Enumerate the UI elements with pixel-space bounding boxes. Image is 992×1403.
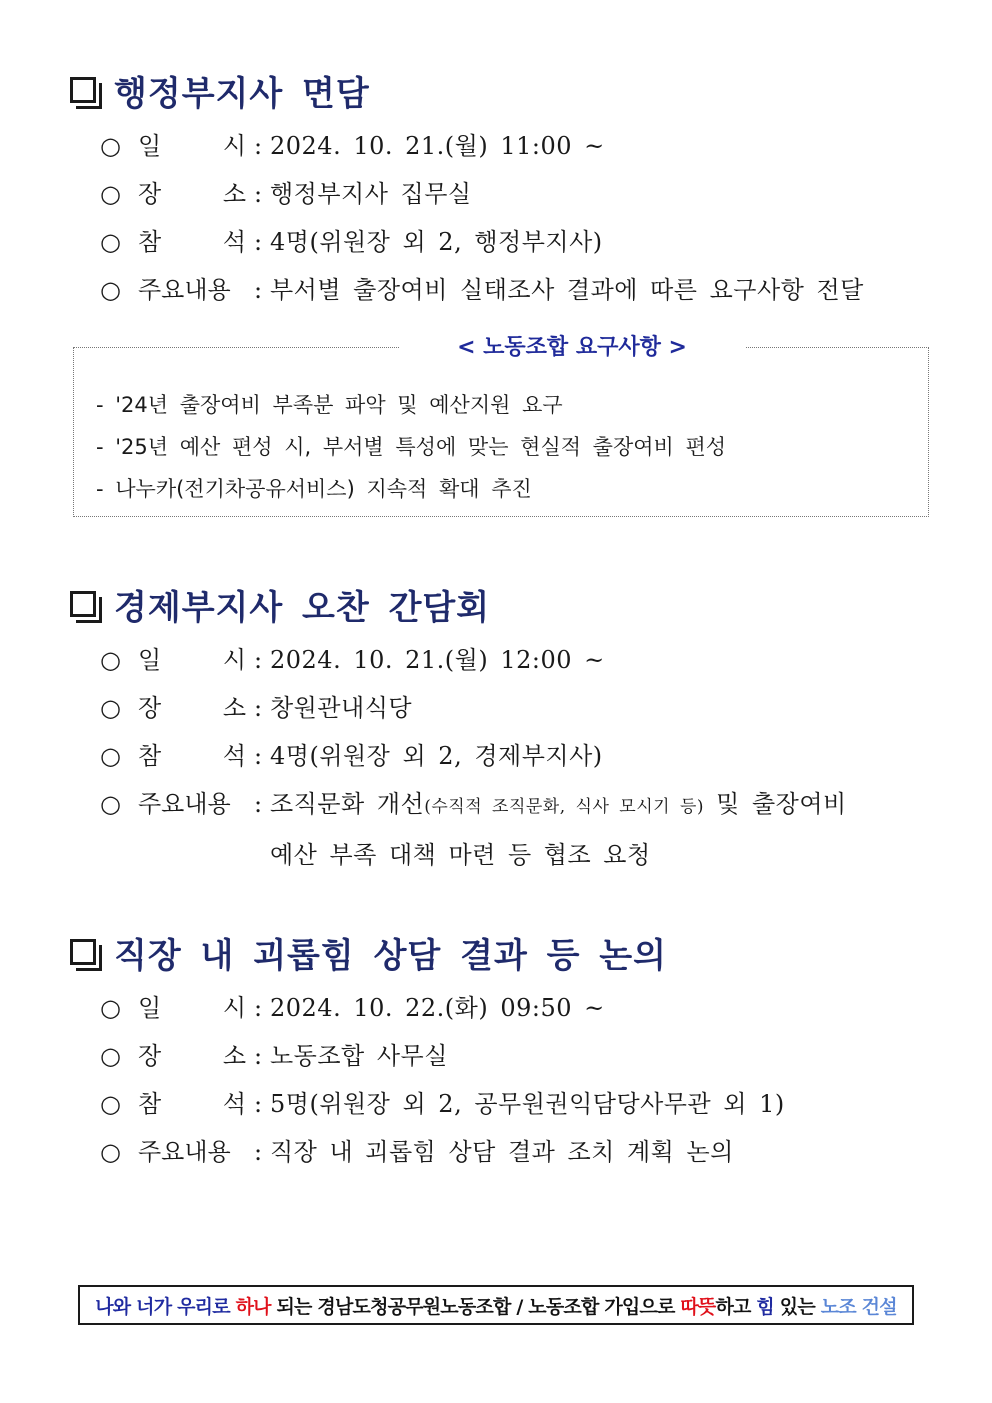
row-label: 주요내용 <box>138 790 231 818</box>
circle-bullet-icon: ○ <box>100 1138 121 1166</box>
detail-list <box>70 122 930 314</box>
section-economic-vice-governor <box>70 582 930 879</box>
circle-bullet-icon: ○ <box>100 132 121 160</box>
row-label: 주요내용 <box>138 1138 231 1166</box>
circle-bullet-icon: ○ <box>100 276 121 304</box>
row-label: 참 석 <box>138 228 246 256</box>
detail-list <box>70 984 930 1176</box>
row-label: 주요내용 <box>138 276 231 304</box>
section-title: 직장 내 괴롭힘 상담 결과 등 논의 <box>114 935 667 976</box>
slogan-segment: 하고 <box>715 1295 757 1318</box>
circle-bullet-icon: ○ <box>100 994 121 1022</box>
checkbox-square-icon <box>70 591 96 617</box>
detail-row-datetime: ○ 일 시 : 2024. 10. 22.(화) 09:50 ~ <box>70 984 930 1032</box>
slogan-segment: 힘 <box>756 1295 774 1318</box>
row-label: 일 시 <box>138 994 246 1022</box>
circle-bullet-icon: ○ <box>100 646 121 674</box>
detail-list <box>70 636 930 879</box>
row-label: 장 소 <box>138 1042 246 1070</box>
row-label: 일 시 <box>138 646 246 674</box>
row-value: 4명(위원장 외 2, 경제부지사) <box>270 742 603 770</box>
row-value: 2024. 10. 22.(화) 09:50 ~ <box>270 994 605 1022</box>
circle-bullet-icon: ○ <box>100 228 121 256</box>
detail-row-attendees: ○ 참 석 : 4명(위원장 외 2, 행정부지사) <box>70 218 930 266</box>
row-value: 행정부지사 집무실 <box>270 180 472 208</box>
detail-row-content: ○ 주요내용 : 부서별 출장여비 실태조사 결과에 따른 요구사항 전달 <box>70 266 930 314</box>
row-value: 노동조합 사무실 <box>270 1042 448 1070</box>
detail-row-content: ○ 주요내용 : 조직문화 개선(수직적 조직문화, 식사 모시기 등) 및 출장여비 예산 부족 대책 마련 등 협조 요청 <box>70 780 930 879</box>
circle-bullet-icon: ○ <box>100 180 121 208</box>
detail-row-datetime: ○ 일 시 : 2024. 10. 21.(월) 12:00 ~ <box>70 636 930 684</box>
circle-bullet-icon: ○ <box>100 1042 121 1070</box>
circle-bullet-icon: ○ <box>100 742 121 770</box>
section-header <box>70 68 930 112</box>
checkbox-square-icon <box>70 77 96 103</box>
row-value: 직장 내 괴롭힘 상담 결과 조치 계획 논의 <box>270 1138 734 1166</box>
circle-bullet-icon: ○ <box>100 1090 121 1118</box>
union-demands-title: < 노동조합 요구사항 > <box>399 330 745 366</box>
circle-bullet-icon: ○ <box>100 694 121 722</box>
row-value: 부서별 출장여비 실태조사 결과에 따른 요구사항 전달 <box>270 276 864 304</box>
detail-row-place: ○ 장 소 : 행정부지사 집무실 <box>70 170 930 218</box>
section-title: 경제부지사 오찬 간담회 <box>114 587 491 628</box>
detail-row-place: ○ 장 소 : 노동조합 사무실 <box>70 1032 930 1080</box>
list-item: - '25년 예산 편성 시, 부서별 특성에 맞는 현실적 출장여비 편성 <box>96 435 727 459</box>
row-value: 4명(위원장 외 2, 행정부지사) <box>270 228 603 256</box>
detail-row-attendees: ○ 참 석 : 4명(위원장 외 2, 경제부지사) <box>70 732 930 780</box>
section-administrative-vice-governor <box>70 68 930 314</box>
row-label: 참 석 <box>138 1090 246 1118</box>
slogan-segment: 노조 건설 <box>820 1295 897 1318</box>
slogan-segment: 나와 너가 우리로 <box>95 1295 236 1318</box>
row-value: 2024. 10. 21.(월) 12:00 ~ <box>270 646 605 674</box>
row-label: 장 소 <box>138 180 246 208</box>
section-title: 행정부지사 면담 <box>114 73 370 114</box>
slogan-segment: 있는 <box>773 1295 821 1318</box>
row-value: 5명(위원장 외 2, 공무원권익담당사무관 외 1) <box>270 1090 785 1118</box>
detail-row-content: ○ 주요내용 : 직장 내 괴롭힘 상담 결과 조치 계획 논의 <box>70 1128 930 1176</box>
row-label: 참 석 <box>138 742 246 770</box>
checkbox-square-icon <box>70 939 96 965</box>
union-demands-list <box>96 384 918 510</box>
circle-bullet-icon: ○ <box>100 790 121 818</box>
detail-row-datetime: ○ 일 시 : 2024. 10. 21.(월) 11:00 ~ <box>70 122 930 170</box>
union-slogan-banner <box>78 1285 914 1325</box>
row-value: 창원관내식당 <box>270 694 413 722</box>
detail-row-place: ○ 장 소 : 창원관내식당 <box>70 684 930 732</box>
section-header <box>70 930 930 974</box>
row-value: 조직문화 개선(수직적 조직문화, 식사 모시기 등) 및 출장여비 예산 부족 대책 마련 등 협조 요청 <box>270 790 847 869</box>
slogan-segment: 되는 경남도청공무원노동조합 / 노동조합 가입으로 <box>270 1295 681 1318</box>
union-demands-box <box>73 335 929 517</box>
list-item: - 나누카(전기차공유서비스) 지속적 확대 추진 <box>96 477 532 501</box>
row-label: 일 시 <box>138 132 246 160</box>
slogan-segment: 하나 <box>235 1295 271 1318</box>
list-item: - '24년 출장여비 부족분 파악 및 예산지원 요구 <box>96 393 563 417</box>
section-workplace-harassment <box>70 930 930 1176</box>
row-label: 장 소 <box>138 694 246 722</box>
slogan-segment: 따뜻 <box>680 1295 716 1318</box>
section-header <box>70 582 930 626</box>
detail-row-attendees: ○ 참 석 : 5명(위원장 외 2, 공무원권익담당사무관 외 1) <box>70 1080 930 1128</box>
row-value: 2024. 10. 21.(월) 11:00 ~ <box>270 132 605 160</box>
